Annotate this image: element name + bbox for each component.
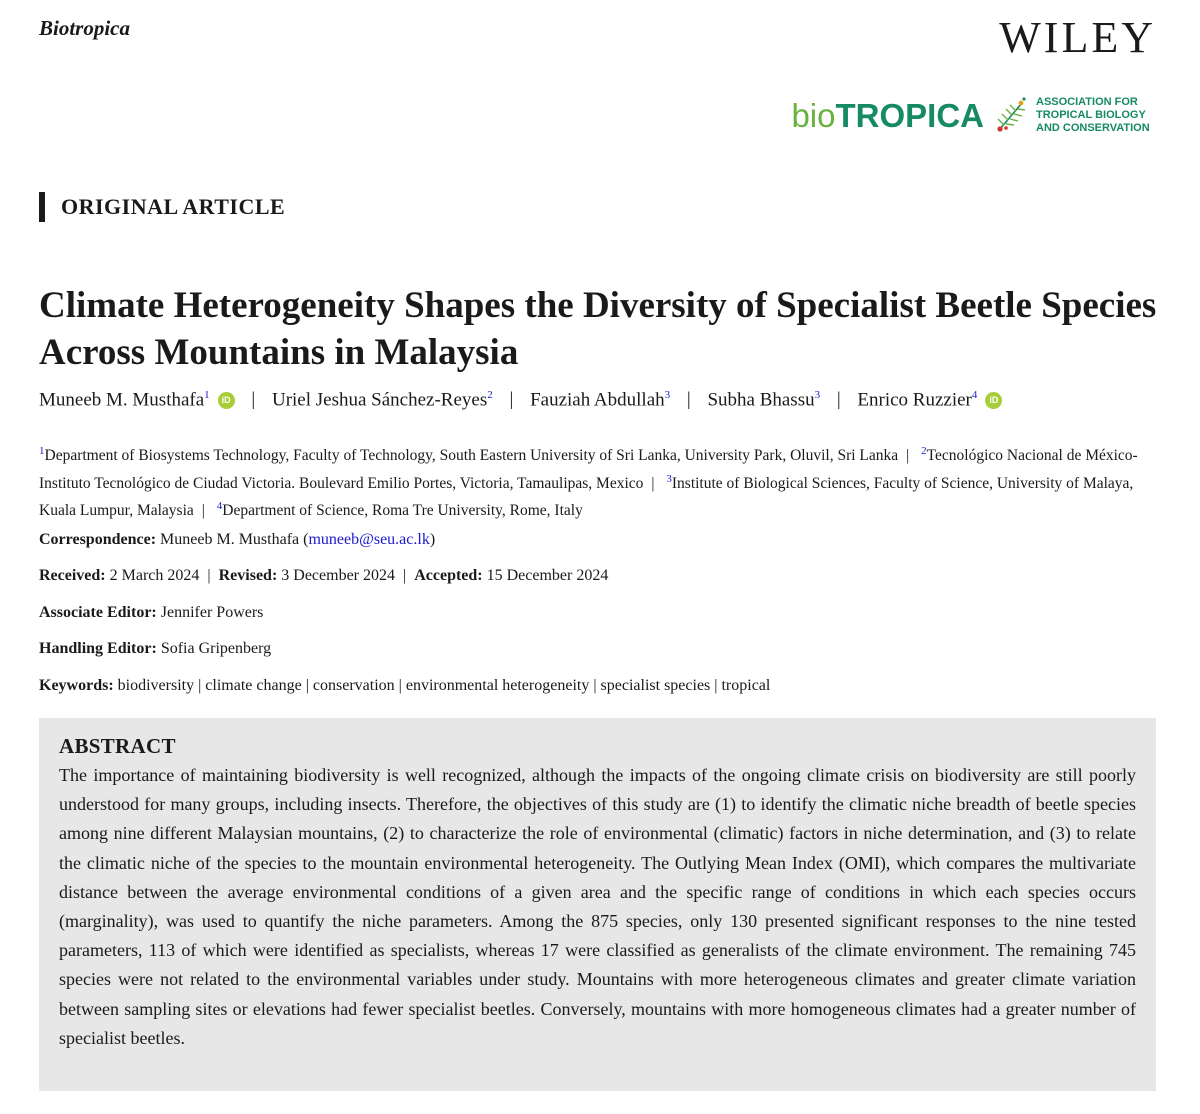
brand-org-text: ASSOCIATION FOR TROPICAL BIOLOGY AND CONSERVATION bbox=[1036, 95, 1150, 134]
section-bar bbox=[39, 192, 45, 222]
orcid-icon[interactable]: iD bbox=[218, 392, 235, 409]
journal-name: Biotropica bbox=[39, 16, 131, 40]
author-name[interactable]: Muneeb M. Musthafa bbox=[39, 389, 205, 411]
affiliation: Institute of Biological Sciences, Faculty of Science, University of Malaya, Kuala Lumpur, Malaysia bbox=[39, 474, 1134, 520]
associate-editor: Associate Editor: Jennifer Powers bbox=[39, 604, 264, 621]
author-name[interactable]: Fauziah Abdullah bbox=[530, 389, 665, 411]
author-name[interactable]: Subha Bhassu bbox=[707, 389, 815, 411]
orcid-icon[interactable]: iD bbox=[985, 392, 1002, 409]
handling-editor: Handling Editor: Sofia Gripenberg bbox=[39, 640, 272, 657]
author-name[interactable]: Uriel Jeshua Sánchez-Reyes bbox=[271, 389, 488, 411]
biotropica-brand bbox=[791, 93, 1156, 137]
author-list: Muneeb M. Musthafa$^1$ iD | Uriel Jeshua Sánchez-Reyes$^2$ | Fauziah Abdullah$^3$ | Subha Bhassu$^3$ | Enrico Ruzzier$^4$ iD bbox=[39, 389, 1179, 411]
affiliation: Tecnológico Nacional de México-Instituto Tecnológico de Ciudad Victoria. Boulevard Emilio Portes, Victoria, Tamaulipas, Mexico bbox=[39, 447, 1138, 492]
abstract-body: The importance of maintaining biodiversity is well recognized, although the impacts of the ongoing climate crisis on biodiversity are still poorly understood for many groups, including insects. Therefore, the objectives of this study are (1) to identify the climatic niche breadth of beetle species among nine different Malaysian mountains, (2) to characterize the role of environmental (climatic) factors in niche determination, and (3) to relate the climatic niche of the species to the mountain environmental heterogeneity. The Outlying Mean Index (OMI), which compares the multivariate distance between the average environmental conditions of a given area and the specific range of conditions in which each species occurs (marginality), was used to quantify the niche parameters. Among the 875 species, only 130 presented significant responses to the nine tested parameters, 113 of which were identified as specialists, whereas 17 were classified as generalists of the climate environment. The remaining 745 species were not related to the environmental variables under study. Mountains with more heterogeneous climates and greater climate variation between sampling sites or elevations had fewer specialist beetles. Conversely, mountains with more homogeneous climates had a greater number of specialist beetles. bbox=[59, 765, 1136, 1048]
affiliation: Department of Science, Roma Tre University, Rome, Italy bbox=[222, 502, 583, 520]
article-type-label bbox=[39, 192, 285, 222]
affiliations: $^1$Department of Biosystems Technology, Faculty of Technology, South Eastern University of Sri Lanka, University Park, Oluvil, Sri Lanka | $^2$Tecnológico Nacional de México-Instituto Tecnológico de Ciudad Victoria. Boulevard Emilio Portes, Victoria, Tamaulipas, Mexico | $^3$Institute of Biological Sciences, Faculty of Science, University of Malaya, Kuala Lumpur, Malaysia | $^4$Department of Science, Roma Tre University, Rome, Italy bbox=[39, 445, 1138, 520]
affiliation: Department of Biosystems Technology, Faculty of Technology, South Eastern University of Sri Lanka, University Park, Oluvil, Sri Lanka bbox=[44, 447, 899, 465]
keywords: Keywords: biodiversity | climate change | conservation | environmental heterogeneity | specialist species | tropical bbox=[39, 677, 771, 694]
brand-wordmark: bioTROPICA bbox=[791, 96, 984, 134]
abstract-heading: ABSTRACT bbox=[59, 734, 176, 758]
abstract-box bbox=[39, 718, 1156, 1091]
article-dates: Received: 2 March 2024 | Revised: 3 December 2024 | Accepted: 15 December 2024 bbox=[39, 567, 609, 584]
article-title: Climate Heterogeneity Shapes the Diversity of Specialist Beetle Species Across Mountains in Malaysia bbox=[39, 285, 1157, 373]
email-link[interactable]: muneeb@seu.ac.lk bbox=[308, 531, 430, 548]
leaf-logo-icon bbox=[994, 95, 1028, 135]
author-name[interactable]: Enrico Ruzzier bbox=[857, 389, 972, 411]
article-type: ORIGINAL ARTICLE bbox=[61, 194, 286, 219]
correspondence: Correspondence: Muneeb M. Musthafa (muneeb@seu.ac.lk) bbox=[39, 531, 436, 548]
publisher-logo: WILEY bbox=[999, 13, 1156, 62]
